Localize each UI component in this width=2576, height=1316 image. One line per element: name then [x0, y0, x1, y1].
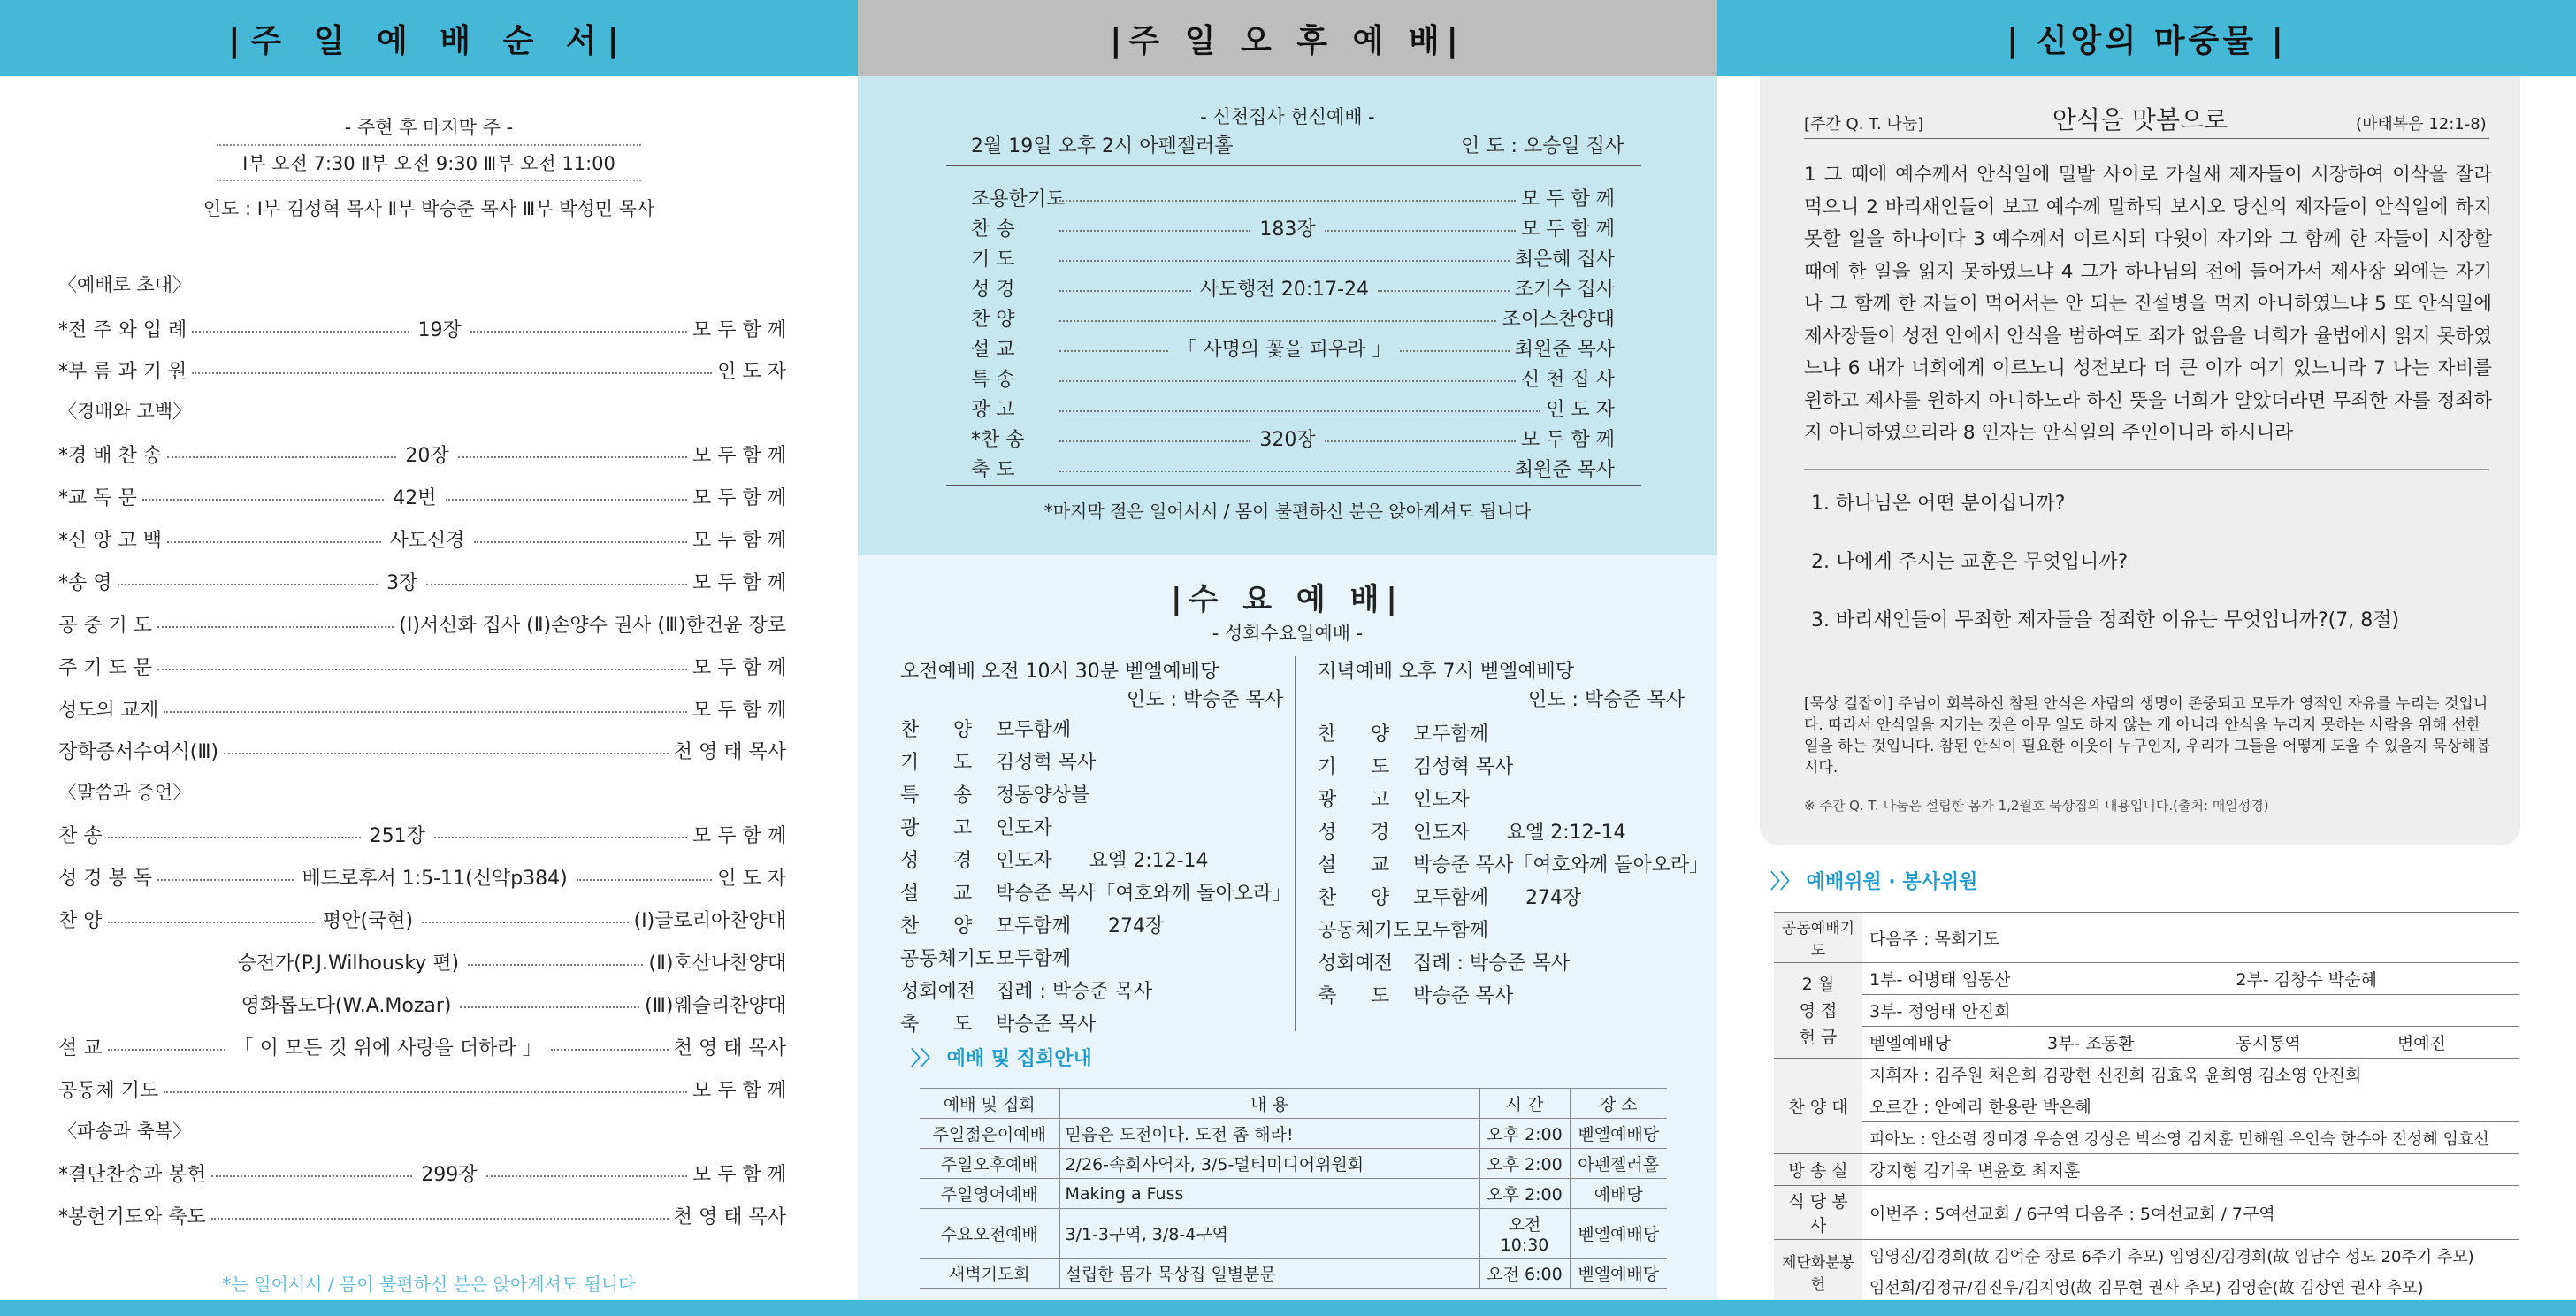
item-value: 김성혁 목사: [1413, 756, 1514, 778]
section-label: 〈예배로 초대〉: [58, 274, 192, 295]
afternoon-row: [971, 364, 1615, 391]
order-person: 모 두 함 께: [692, 318, 787, 341]
order-person: 인 도 자: [1546, 398, 1615, 421]
order-row: [58, 737, 786, 763]
order-item: *경 배 찬 송: [58, 444, 162, 467]
item-label: 설: [900, 883, 920, 905]
item-value: 모두함께: [1413, 723, 1489, 746]
order-content: 「 사명의 꽃을 피우라 」: [1173, 334, 1395, 362]
item-value: 모두함께 274장: [996, 915, 1165, 937]
vol-value: 지휘자 : 김주원 채은희 김광현 신진희 김효욱 윤희영 김소영 안진희: [1862, 1059, 2519, 1090]
order-item: 찬 송: [971, 218, 1015, 241]
order-content: 사도행전 20:17-24: [1196, 274, 1372, 302]
order-content: 251장: [366, 821, 429, 848]
order-row: [58, 483, 786, 509]
order-content: 베드로후서 1:5-11(신약p384): [299, 863, 571, 891]
wednesday-sub: - 성회수요일예배 -: [1212, 623, 1364, 644]
wednesday-item: [900, 941, 1291, 974]
qt-source: ※ 주간 Q. T. 나눔은 설립한 몸가 1,2월호 묵상집의 내용입니다.(출처: 매일성경): [1804, 798, 2269, 814]
vol-value: 강지형 김기욱 변윤호 최지훈: [1862, 1154, 2519, 1186]
afternoon-row: [971, 214, 1615, 241]
item-value: 박승준 목사「여호와께 돌아오라」: [996, 883, 1292, 905]
order-item: *봉헌기도와 축도: [58, 1205, 206, 1228]
order-row: [58, 315, 786, 341]
order-person: 천 영 태 목사: [673, 1037, 787, 1060]
event-cell: 예배당: [1570, 1179, 1667, 1209]
wednesday-item: [1318, 749, 1708, 782]
order-person: 모 두 함 께: [692, 824, 786, 847]
vol-value: 임선희/김정규/김진우/김지영(故 김무현 권사 추모) 김영순(故 김상연 권사 추모): [1862, 1272, 2519, 1304]
wednesday-item: [1318, 716, 1708, 749]
order-item: 축 도: [971, 458, 1015, 481]
vol-value: 변예진: [2390, 1027, 2519, 1059]
order-row: [58, 821, 786, 847]
wednesday-item: [900, 777, 1291, 810]
event-row: [920, 1149, 1667, 1179]
item-label: 양: [953, 915, 973, 937]
order-content: 20장: [401, 440, 452, 468]
order-row: [58, 440, 786, 467]
item-label: 공동체기도: [1318, 920, 1412, 942]
item-label: 양: [1371, 887, 1390, 909]
order-item: *전 주 와 입 례: [58, 318, 187, 341]
order-content: 「 이 모든 것 위에 사랑을 더하라 」: [231, 1033, 546, 1060]
order-item: *송 영: [58, 571, 112, 594]
vol-key: 식 당 봉 사: [1774, 1186, 1862, 1240]
order-person: 조기수 집사: [1514, 278, 1616, 301]
order-row: [58, 1202, 786, 1228]
section-label: 〈말씀과 증언〉: [58, 782, 192, 803]
order-content: 승전가(P.J.Wilhousky 편): [233, 948, 462, 976]
order-item: *찬 송: [971, 428, 1025, 451]
afternoon-leader: 인 도 : 오승일 집사: [1461, 135, 1624, 157]
item-value: 박승준 목사「여호와께 돌아오라」: [1413, 854, 1709, 876]
afternoon-row: [971, 425, 1615, 451]
item-label: 성회예전: [900, 981, 976, 1003]
afternoon-datetime: 2월 19일 오후 2시 아펜젤러홀: [971, 135, 1234, 157]
order-person: (Ⅱ)호산나찬양대: [648, 952, 786, 975]
order-person: 인 도 자: [717, 867, 786, 890]
afternoon-row: [971, 455, 1615, 481]
vol-value: 오르간 : 안예리 한용란 박은혜: [1862, 1090, 2519, 1122]
item-value: 집례 : 박승준 목사: [996, 981, 1153, 1003]
wednesday-item: [900, 908, 1291, 941]
order-person: 모 두 함 께: [1521, 218, 1615, 241]
vol-value: 1부- 여병태 임동산: [1862, 963, 2228, 995]
order-person: 모 두 함 께: [692, 486, 786, 509]
order-item: 성 경 봉 독: [58, 867, 152, 890]
item-label: 찬: [900, 915, 920, 937]
vol-key: 공동예배기도: [1774, 913, 1862, 963]
event-cell: 주일젊은이예배: [920, 1119, 1059, 1149]
order-row: [58, 610, 786, 637]
item-value: 모두함께: [1413, 920, 1489, 942]
col-header: 장 소: [1570, 1089, 1667, 1119]
item-label: 기: [900, 752, 920, 774]
item-label: 도: [953, 1014, 973, 1036]
afternoon-row: [971, 244, 1615, 271]
item-label: 광: [900, 817, 920, 839]
order-item: 장학증서수여식(Ⅲ): [58, 740, 219, 763]
afternoon-row: [971, 184, 1615, 210]
order-person: 모 두 함 께: [692, 444, 786, 467]
wednesday-item: [1318, 880, 1708, 913]
event-cell: 설립한 몸가 묵상집 일별분문: [1059, 1259, 1479, 1289]
qt-body: 1 그 때에 예수께서 안식일에 밀밭 사이로 가실새 제자들이 시장하여 이삭을 잘라 먹으니 2 바리새인들이 보고 예수께 말하되 보시오 당신의 제자들이 안식일에 하지 못할 일을 하나이다 3 예수께서 이르시되 다윗이 자기와 그 함께 한 자들이 시장할 때에 한 일을 읽지 못하였느냐 4 그가 하나님의 전에 들어가서 제사장 외에는 자기나 그 함께 한 자들이 먹어서는 안 되는 진설병을 먹지 아니하였느냐 5 또 안식일에 제사장들이 성전 안에서 안식을 범하여도 죄가 없음을 너희가 율법에서 읽지 못하였느냐 6 내가 너희에게 이르노니 성전보다 더 큰 이가 여기 있느니라 7 나는 자비를 원하고 제사를 원하지 아니하노라 하신 뜻을 너희가 알았더라면 무죄한 자를 정죄하지 아니하였으리라 8 인자는 안식일의 주인이니라 하시니라: [1804, 164, 2492, 444]
standing-note: *는 일어서서 / 몸이 불편하신 분은 앉아계셔도 됩니다: [222, 1274, 636, 1295]
order-person: 모 두 함 께: [1521, 428, 1615, 451]
am-title: 오전예배 오전 10시 30분 벧엘예배당: [900, 661, 1219, 683]
order-row: [58, 863, 786, 890]
item-label: 교: [953, 883, 973, 905]
order-item: 설 교: [58, 1037, 103, 1060]
order-item: 공동체 기도: [58, 1079, 159, 1102]
order-person: 신 천 집 사: [1521, 368, 1615, 391]
events-table: [920, 1088, 1667, 1289]
order-person: 최원준 목사: [1514, 338, 1616, 361]
volunteer-table: [1774, 912, 2519, 1304]
qt-tag: [주간 Q. T. 나눔]: [1804, 115, 1924, 134]
item-value: 집례 : 박승준 목사: [1413, 953, 1571, 975]
order-item: 특 송: [971, 368, 1015, 391]
vol-key: 방 송 실: [1774, 1154, 1862, 1186]
order-row: [58, 356, 786, 383]
order-item: *부 름 과 기 원: [58, 360, 187, 383]
order-item: *신 앙 고 백: [58, 529, 162, 552]
order-person: 모 두 함 께: [692, 571, 786, 594]
vol-value: 동시통역: [2228, 1027, 2389, 1059]
item-label: 도: [953, 752, 973, 774]
qt-reference: (마태복음 12:1-8): [2356, 115, 2487, 134]
col-header: 예배 및 집회: [920, 1089, 1059, 1119]
afternoon-worship-header: |주 일 오 후 예 배|: [858, 0, 1717, 76]
vol-value: 피아노 : 안소렴 장미경 우승연 강상은 박소영 김지훈 민해원 우인숙 한수아 전성혜 임효선: [1862, 1122, 2519, 1154]
item-label: 광: [1318, 789, 1337, 811]
col-header: 시 간: [1479, 1089, 1570, 1119]
pm-leader: 인도 : 박승준 목사: [1528, 689, 1685, 711]
order-item: 광 고: [971, 398, 1015, 421]
wednesday-item: [1318, 913, 1708, 945]
vol-key: 제단화분봉헌: [1774, 1240, 1862, 1304]
item-label: 축: [1318, 985, 1337, 1007]
event-cell: 벧엘예배당: [1570, 1259, 1667, 1289]
afternoon-row: [971, 394, 1615, 421]
item-label: 양: [1371, 723, 1390, 746]
vol-key: 2 월 영 접 헌 금: [1774, 963, 1862, 1059]
order-item: 찬 양: [58, 909, 103, 932]
order-person: 인 도 자: [717, 360, 786, 383]
event-cell: 2/26-속회사역자, 3/5-멀티미디어위원회: [1059, 1149, 1479, 1179]
item-value: 박승준 목사: [996, 1014, 1097, 1036]
order-person: 모 두 함 께: [692, 529, 787, 552]
item-label: 성: [1318, 822, 1337, 844]
vol-value: 이번주 : 5여선교회 / 6구역 다음주 : 5여선교회 / 7구역: [1862, 1186, 2519, 1240]
wednesday-item: [900, 1006, 1291, 1039]
item-label: 성: [900, 850, 920, 872]
item-label: 기: [1318, 756, 1337, 778]
item-label: 도: [1371, 756, 1390, 778]
order-item: 기 도: [971, 248, 1015, 271]
qt-title: 안식을 맛봄으로: [2052, 105, 2228, 134]
order-row: [58, 568, 786, 594]
order-person: 조이스찬양대: [1502, 308, 1615, 331]
order-row: [58, 1033, 786, 1060]
afternoon-row: [971, 274, 1615, 301]
event-cell: 주일오후예배: [920, 1149, 1059, 1179]
question: 3. 바리새인들이 무죄한 제자들을 정죄한 이유는 무엇입니까?(7, 8절): [1811, 609, 2400, 631]
item-label: 고: [1371, 789, 1390, 811]
afternoon-row: [971, 334, 1615, 361]
order-row: [58, 653, 786, 679]
item-value: 모두함께: [996, 719, 1072, 741]
order-content: 320장: [1256, 425, 1319, 452]
item-value: 인도자: [996, 817, 1052, 839]
item-label: 축: [900, 1014, 920, 1036]
item-label: 고: [953, 817, 973, 839]
wednesday-item: [1318, 978, 1708, 1011]
pm-title: 저녁예배 오후 7시 벧엘예배당: [1318, 661, 1575, 683]
order-person: (Ⅰ)글로리아찬양대: [633, 909, 787, 932]
order-row: [58, 1075, 786, 1102]
order-row: [58, 948, 786, 975]
order-person: 천 영 태 목사: [673, 740, 786, 763]
item-label: 경: [953, 850, 973, 872]
event-cell: 믿음은 도전이다. 도전 좀 해라!: [1059, 1119, 1479, 1149]
item-label: 공동체기도: [900, 948, 995, 970]
footer-bar: [0, 1300, 2576, 1316]
order-person: 최은혜 집사: [1514, 248, 1615, 271]
event-row: [920, 1259, 1667, 1289]
meditation-guide: [묵상 길잡이] 주님이 회복하신 참된 안식은 사람의 생명이 존중되고 모두가 영적인 자유를 누리는 것입니다. 따라서 안식일을 지키는 것은 아무 일도 하지 않는 게 아니라 안식을 누리지 못하는 사람을 위해 선한 일을 하는 것입니다. 참된 안식이 필요한 이웃이 누구인지, 우리가 그들을 어떻게 도울 수 있을지 묵상해봅시다.: [1804, 695, 2491, 777]
wednesday-item: [900, 810, 1291, 843]
event-row: [920, 1179, 1667, 1209]
order-row: [58, 695, 786, 722]
order-item: 찬 송: [58, 824, 103, 847]
section-label: 〈파송과 축복〉: [58, 1121, 192, 1142]
event-cell: 오후 2:00: [1479, 1179, 1570, 1209]
order-item: *교 독 문: [58, 486, 137, 509]
order-item: 성 경: [971, 278, 1015, 301]
order-row: [58, 1159, 786, 1186]
afternoon-sub: - 신천집사 헌신예배 -: [1200, 106, 1375, 127]
event-cell: 주일영어예배: [920, 1179, 1059, 1209]
faith-header: | 신앙의 마중물 |: [1717, 0, 2576, 76]
item-label: 양: [953, 719, 973, 741]
wednesday-item: [900, 876, 1291, 908]
order-item: 주 기 도 문: [58, 656, 152, 679]
item-label: 경: [1371, 822, 1390, 844]
item-label: 찬: [900, 719, 920, 741]
order-person: (Ⅰ)서신화 집사 (Ⅱ)손양수 권사 (Ⅲ)한건윤 장로: [399, 614, 786, 637]
service-times: Ⅰ부 오전 7:30 Ⅱ부 오전 9:30 Ⅲ부 오전 11:00: [217, 144, 641, 181]
am-leader: 인도 : 박승준 목사: [1127, 689, 1284, 711]
order-content: 영화롭도다(W.A.Mozar): [238, 991, 455, 1018]
afternoon-row: [971, 304, 1615, 331]
events-title: 〉〉 예배 및 집회안내: [911, 1048, 1092, 1070]
vol-key: 찬 양 대: [1774, 1059, 1862, 1154]
item-label: 찬: [1318, 887, 1337, 909]
vol-value: 3부- 정영태 안진희: [1862, 995, 2519, 1027]
order-person: 최원준 목사: [1514, 458, 1615, 481]
service-leaders: 인도 : Ⅰ부 김성혁 목사 Ⅱ부 박승준 목사 Ⅲ부 박성민 목사: [203, 198, 655, 219]
vol-value: 벧엘예배당: [1862, 1027, 2040, 1059]
order-content: 42번: [389, 483, 440, 510]
wednesday-header: |수 요 예 배|: [1171, 582, 1404, 617]
event-cell: 오후 2:00: [1479, 1149, 1570, 1179]
item-value: 모두함께 274장: [1413, 887, 1582, 909]
worship-order-header: |주 일 예 배 순 서|: [0, 0, 858, 76]
section-label: 〈경배와 고백〉: [58, 401, 192, 422]
order-item: *결단찬송과 봉헌: [58, 1163, 206, 1186]
wednesday-item: [900, 974, 1291, 1006]
event-row: [920, 1209, 1667, 1259]
item-label: 성회예전: [1318, 953, 1394, 975]
item-value: 김성혁 목사: [996, 752, 1097, 774]
item-label: 특: [900, 784, 920, 807]
vol-value: 2부- 김창수 박순혜: [2228, 963, 2519, 995]
wednesday-item: [900, 843, 1291, 876]
order-person: 모 두 함 께: [692, 1163, 787, 1186]
item-value: 모두함께: [996, 948, 1072, 970]
item-value: 인도자 요엘 2:12-14: [996, 850, 1209, 872]
event-cell: 오후 2:00: [1479, 1119, 1570, 1149]
item-value: 정동양상블: [996, 784, 1090, 807]
wednesday-item: [1318, 945, 1708, 978]
event-cell: Making a Fuss: [1059, 1179, 1479, 1209]
event-cell: 아펜젤러홀: [1570, 1149, 1667, 1179]
wednesday-item: [1318, 847, 1708, 880]
vol-value: 임영진/김경희(故 김억순 장로 6주기 추모) 임영진/김경희(故 임남수 성도 20주기 추모): [1862, 1240, 2519, 1272]
item-label: 교: [1371, 854, 1390, 876]
wednesday-item: [1318, 782, 1708, 815]
event-cell: 오전 10:30: [1479, 1209, 1570, 1259]
question: 2. 나에게 주시는 교훈은 무엇입니까?: [1811, 551, 2129, 573]
order-item: 성도의 교제: [58, 699, 159, 722]
event-cell: 오전 6:00: [1479, 1259, 1570, 1289]
order-content: 사도신경: [386, 525, 469, 553]
order-content: 평안(국현): [319, 906, 417, 933]
order-person: 모 두 함 께: [692, 656, 786, 679]
wednesday-item: [900, 712, 1291, 745]
question: 1. 하나님은 어떤 분이십니까?: [1811, 493, 2066, 515]
order-content: 183장: [1256, 214, 1319, 241]
order-row: [58, 991, 786, 1017]
afternoon-note: *마지막 절은 일어서서 / 몸이 불편하신 분은 앉아계셔도 됩니다: [1043, 501, 1532, 522]
event-cell: 새벽기도회: [920, 1259, 1059, 1289]
order-row: [58, 525, 786, 552]
wednesday-item: [1318, 815, 1708, 847]
item-label: 도: [1371, 985, 1390, 1007]
order-person: (Ⅲ)웨슬리찬양대: [645, 994, 786, 1017]
event-cell: 수요오전예배: [920, 1209, 1059, 1259]
item-value: 인도자: [1413, 789, 1470, 811]
order-item: 설 교: [971, 338, 1015, 361]
order-row: [58, 906, 786, 932]
vol-value: 다음주 : 목회기도: [1862, 913, 2519, 963]
item-label: 송: [953, 784, 973, 807]
order-item: 조용한기도: [971, 187, 1066, 210]
vol-value: 3부- 조동환: [2040, 1027, 2228, 1059]
order-item: 찬 양: [971, 308, 1015, 331]
event-cell: 3/1-3구역, 3/8-4구역: [1059, 1209, 1479, 1259]
col-header: 내 용: [1059, 1089, 1479, 1119]
event-cell: 벧엘예배당: [1570, 1209, 1667, 1259]
order-person: 천 영 태 목사: [673, 1205, 786, 1228]
order-content: 19장: [415, 315, 465, 342]
order-person: 모 두 함 께: [692, 699, 786, 722]
volunteer-title: 〉〉 예배위원 · 봉사위원: [1770, 871, 1978, 893]
week-subtitle: - 주현 후 마지막 주 -: [344, 117, 514, 138]
order-person: 모 두 함 께: [1521, 187, 1615, 210]
wednesday-item: [900, 745, 1291, 777]
item-value: 인도자 요엘 2:12-14: [1413, 822, 1626, 844]
event-cell: 벧엘예배당: [1570, 1119, 1667, 1149]
order-content: 3장: [383, 568, 421, 595]
event-row: [920, 1119, 1667, 1149]
item-label: 찬: [1318, 723, 1337, 746]
item-label: 설: [1318, 854, 1337, 876]
order-item: 공 중 기 도: [58, 614, 152, 637]
order-person: 모 두 함 께: [692, 1079, 786, 1102]
item-value: 박승준 목사: [1413, 985, 1514, 1007]
order-content: 299장: [417, 1159, 480, 1187]
